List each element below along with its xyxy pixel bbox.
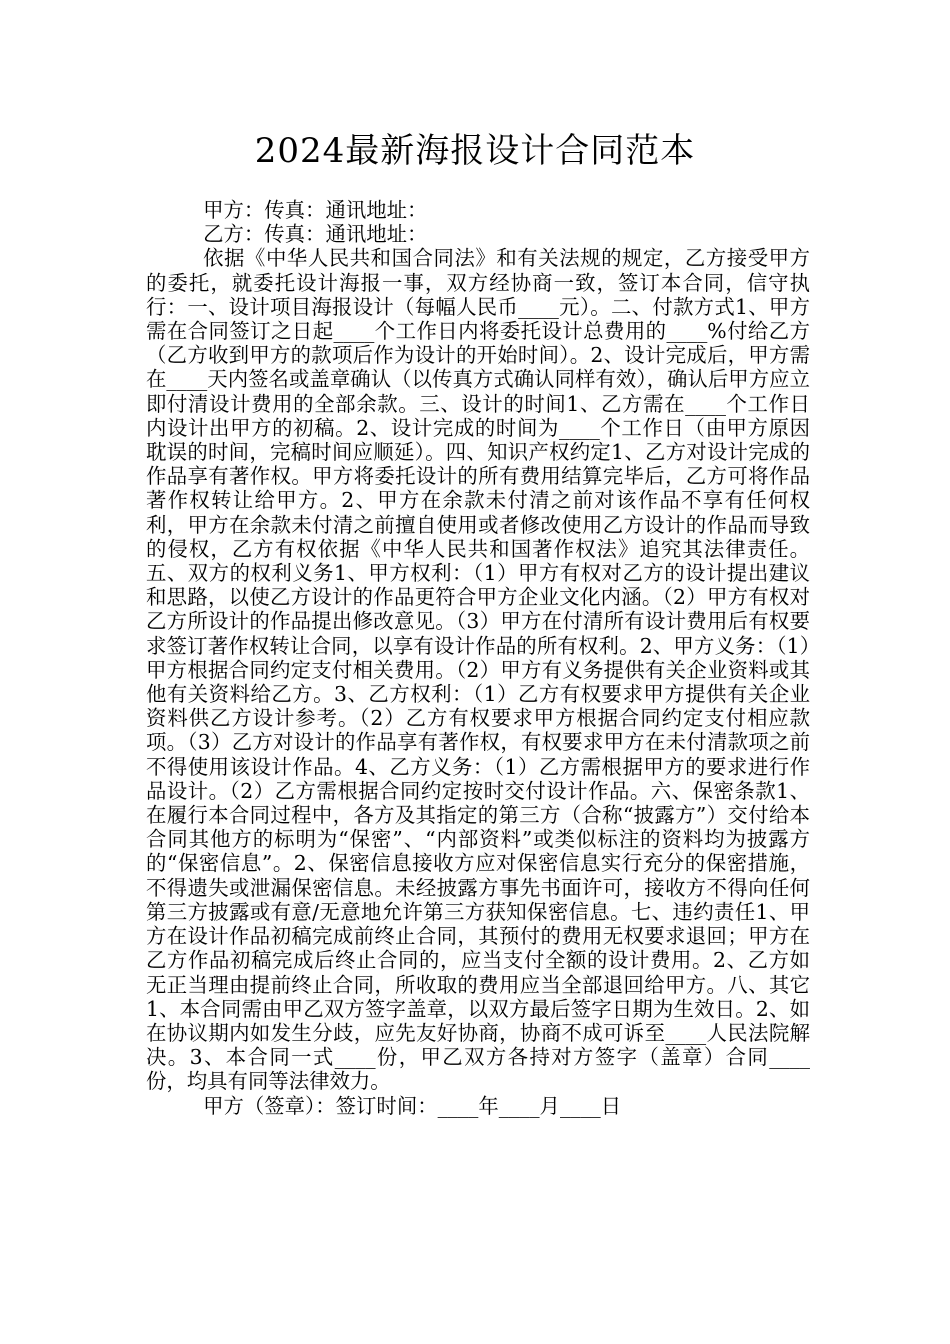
document-title: 2024最新海报设计合同范本 [254,131,696,171]
contract-body [146,198,810,1118]
party-b-line: 乙方：传真：通讯地址： [203,222,428,247]
party-a-line: 甲方：传真：通讯地址： [203,198,428,222]
contract-paragraph: 依据《中华人民共和国合同法》和有关法规的规定，乙方接受甲方的委托，就委托设计海报一事，双方经协商一致，签订本合同，信守执行：一、设计项目海报设计（每幅人民币____元）。二、付款方式1、甲方需在合同签订之日起____个工作日内将委托设计总费用的____%付给乙方（乙方收到甲方的款项后作为设计的开始时间）。2、设计完成后，甲方需在____天内签名或盖章确认（以传真方式确认同样有效），确认后甲方应立即付清设计费用的全部余款。三、设计的时间1、乙方需在____个工作日内设计出甲方的初稿。2、设计完成的时间为____个工作日（由甲方原因耽误的时间，完稿时间应顺延）。四、知识产权约定1、乙方对设计完成的作品享有著作权。甲方将委托设计的所有费用结算完毕后，乙方可将作品著作权转让给甲方。2、甲方在余款未付清之前对该作品不享有任何权利，甲方在余款未付清之前擅自使用或者修改使用乙方设计的作品而导致的侵权，乙方有权依据《中华人民共和国著作权法》追究其法律责任。五、双方的权利义务1、甲方权利：（1）甲方有权对乙方的设计提出建议和思路，以使乙方设计的作品更符合甲方企业文化内涵。（2）甲方有权对乙方所设计的作品提出修改意见。（3）甲方在付清所有设计费用后有权要求签订著作权转让合同，以享有设计作品的所有权利。2、甲方义务：（1）甲方根据合同约定支付相关费用。（2）甲方有义务提供有关企业资料或其他有关资料给乙方。3、乙方权利：（1）乙方有权要求甲方提供有关企业资料供乙方设计参考。（2）乙方有权要求甲方根据合同约定支付相应款项。（3）乙方对设计的作品享有著作权，有权要求甲方在未付清款项之前不得使用该设计作品。4、乙方义务：（1）乙方需根据甲方的要求进行作品设计。（2）乙方需根据合同约定按时交付设计作品。六、保密条款1、在履行本合同过程中，各方及其指定的第三方（合称“披露方”）交付给本合同其他方的标明为“保密”、“内部资料”或类似标注的资料均为披露方的“保密信息”。2、保密信息接收方应对保密信息实行充分的保密措施，不得遗失或泄漏保密信息。未经披露方事先书面许可，接收方不得向任何第三方披露或有意/无意地允许第三方获知保密信息。七、违约责任1、甲方在设计作品初稿完成前终止合同，其预付的费用无权要求退回；甲方在乙方作品初稿完成后终止合同的，应当支付全额的设计费用。2、乙方如无正当理由提前终止合同，所收取的费用应当全部退回给甲方。八、其它1、本合同需由甲乙双方签字盖章，以双方最后签字日期为生效日。2、如在协议期内如发生分歧，应先友好协商，协商不成可诉至____人民法院解决。3、本合同一式____份，甲乙双方各持对方签字（盖章）合同____份，均具有同等法律效力。 [146,246,810,1094]
signature-line: 甲方（签章）：签订时间：____年____月____日 [203,1093,622,1118]
